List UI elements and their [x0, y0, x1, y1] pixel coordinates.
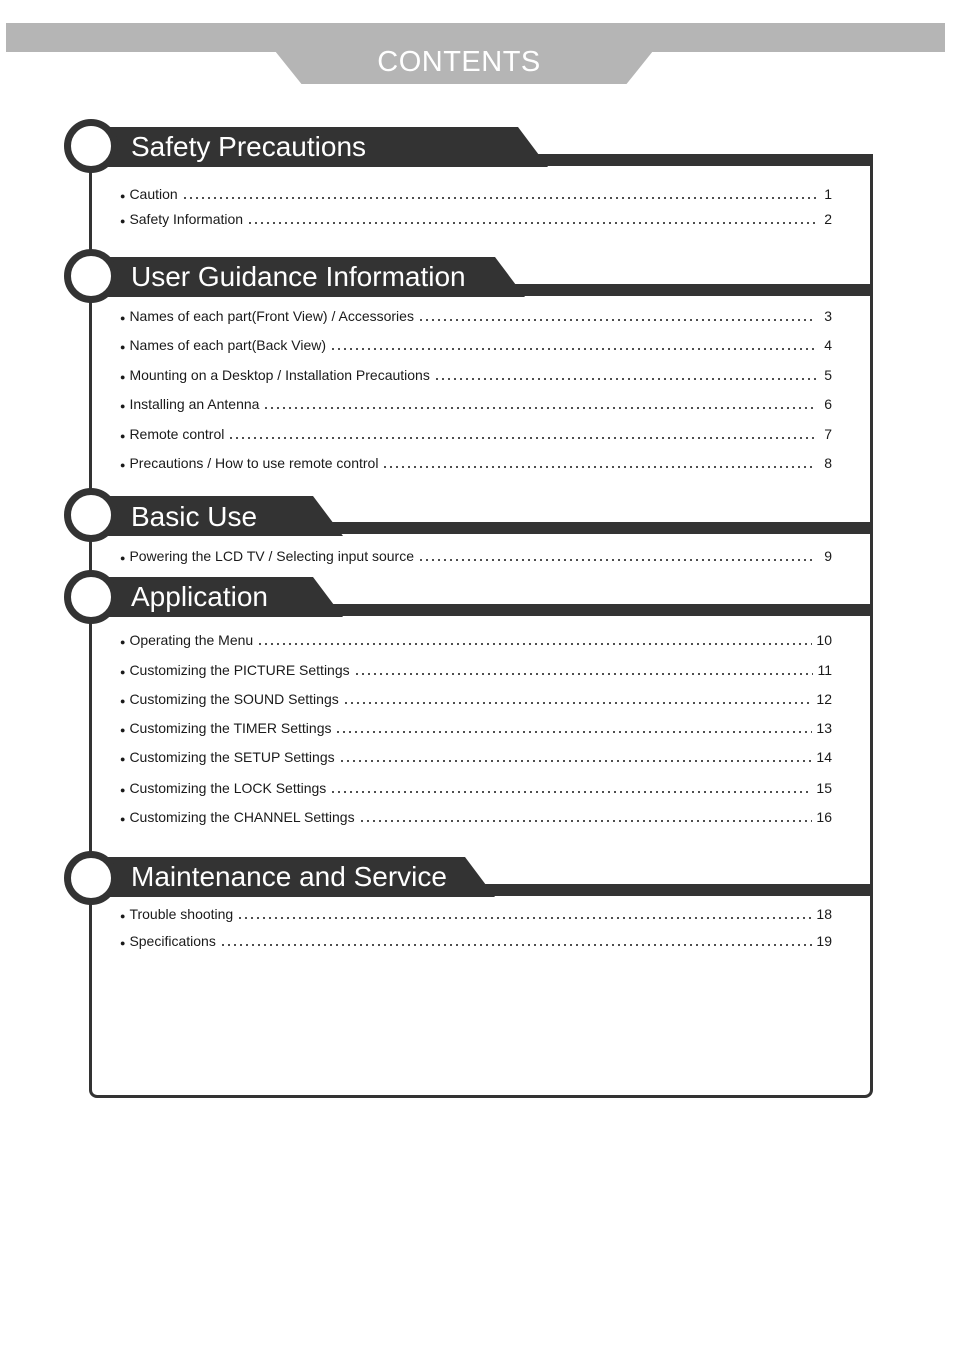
toc-entry[interactable]	[120, 904, 832, 924]
bullet-icon: ●	[120, 785, 126, 795]
bullet-icon: ●	[120, 372, 126, 382]
toc-entry-label: Trouble shooting	[129, 906, 234, 922]
toc-page-number: 2	[824, 211, 832, 227]
toc-page-number: 14	[816, 749, 832, 765]
dot-leader	[228, 436, 816, 440]
toc-page-number: 18	[816, 906, 832, 922]
bullet-icon: ●	[120, 696, 126, 706]
toc-entry-label: Installing an Antenna	[129, 396, 260, 412]
toc-entry[interactable]	[120, 306, 832, 326]
toc-page-number: 15	[816, 780, 832, 796]
toc-entry-label: Customizing the SOUND Settings	[129, 691, 339, 707]
section-marker	[64, 851, 118, 905]
bullet-icon: ●	[120, 216, 126, 226]
section-title: Application	[131, 581, 268, 612]
dot-leader	[237, 916, 812, 920]
toc-page-number: 5	[824, 367, 832, 383]
bullet-icon: ●	[120, 637, 126, 647]
bullet-icon: ●	[120, 191, 126, 201]
toc-entry[interactable]	[120, 184, 832, 204]
section-title: Basic Use	[131, 501, 258, 532]
toc-entry-label: Customizing the PICTURE Settings	[129, 662, 350, 678]
toc-entry-label: Customizing the CHANNEL Settings	[129, 809, 355, 825]
bullet-icon: ●	[120, 754, 126, 764]
section-title: Maintenance and Service	[131, 861, 447, 892]
section-marker	[64, 570, 118, 624]
toc-entry[interactable]	[120, 931, 832, 951]
dot-leader	[418, 318, 816, 322]
bullet-icon: ●	[120, 938, 126, 948]
dot-leader	[247, 221, 816, 225]
dot-leader	[434, 377, 816, 381]
toc-page-number: 1	[824, 186, 832, 202]
toc-entry[interactable]	[120, 453, 832, 473]
toc-page-number: 8	[824, 455, 832, 471]
dot-leader	[335, 730, 812, 734]
page-title: CONTENTS	[377, 46, 541, 78]
dot-leader	[263, 406, 816, 410]
section-title: Safety Precautions	[131, 131, 367, 162]
toc-entry-label: Mounting on a Desktop / Installation Precautions	[129, 367, 430, 383]
section-marker	[64, 249, 118, 303]
toc-page-number: 4	[824, 337, 832, 353]
dot-leader	[330, 790, 812, 794]
section-marker	[64, 119, 118, 173]
bullet-icon: ●	[120, 342, 126, 352]
toc-entry[interactable]	[120, 365, 832, 385]
toc-page-number: 6	[824, 396, 832, 412]
dot-leader	[359, 819, 813, 823]
toc-entry[interactable]	[120, 718, 832, 738]
toc-page-number: 16	[816, 809, 832, 825]
toc-page-number: 10	[816, 632, 832, 648]
dot-leader	[343, 701, 813, 705]
dot-leader	[354, 672, 814, 676]
bullet-icon: ●	[120, 911, 126, 921]
toc-page-number: 13	[816, 720, 832, 736]
bullet-icon: ●	[120, 431, 126, 441]
bullet-icon: ●	[120, 814, 126, 824]
toc-entry[interactable]	[120, 660, 832, 680]
toc-page-number: 7	[824, 426, 832, 442]
section-marker	[64, 488, 118, 542]
toc-page-number: 12	[816, 691, 832, 707]
toc-entry-label: Remote control	[129, 426, 225, 442]
toc-entry-label: Customizing the TIMER Settings	[129, 720, 332, 736]
bullet-icon: ●	[120, 553, 126, 563]
toc-entry[interactable]	[120, 807, 832, 827]
dot-leader	[257, 642, 812, 646]
toc-entry[interactable]	[120, 424, 832, 444]
dot-leader	[220, 943, 813, 947]
toc-entry-label: Names of each part(Front View) / Accessories	[129, 308, 414, 324]
toc-page-number: 9	[824, 548, 832, 564]
toc-entry[interactable]	[120, 394, 832, 414]
toc-entry[interactable]	[120, 546, 832, 566]
toc-entry-label: Customizing the SETUP Settings	[129, 749, 335, 765]
bullet-icon: ●	[120, 725, 126, 735]
dot-leader	[382, 465, 816, 469]
dot-leader	[330, 347, 816, 351]
toc-page-number: 19	[816, 933, 832, 949]
toc-entry-label: Operating the Menu	[129, 632, 254, 648]
bullet-icon: ●	[120, 460, 126, 470]
toc-entry[interactable]	[120, 209, 832, 229]
dot-leader	[182, 196, 816, 200]
dot-leader	[339, 759, 813, 763]
bullet-icon: ●	[120, 667, 126, 677]
toc-entry[interactable]	[120, 778, 832, 798]
toc-entry[interactable]	[120, 747, 832, 767]
toc-entry-label: Precautions / How to use remote control	[129, 455, 379, 471]
bullet-icon: ●	[120, 313, 126, 323]
dot-leader	[418, 558, 816, 562]
toc-entry-label: Caution	[129, 186, 178, 202]
toc-entry[interactable]	[120, 630, 832, 650]
toc-entry-label: Powering the LCD TV / Selecting input source	[129, 548, 414, 564]
bullet-icon: ●	[120, 401, 126, 411]
toc-page-number: 3	[824, 308, 832, 324]
toc-entry-label: Specifications	[129, 933, 216, 949]
toc-entry[interactable]	[120, 689, 832, 709]
toc-page-number: 11	[817, 662, 832, 678]
toc-entry-label: Safety Information	[129, 211, 244, 227]
toc-entry-label: Names of each part(Back View)	[129, 337, 327, 353]
section-title: User Guidance Information	[131, 261, 466, 292]
toc-entry[interactable]	[120, 335, 832, 355]
toc-entry-label: Customizing the LOCK Settings	[129, 780, 327, 796]
